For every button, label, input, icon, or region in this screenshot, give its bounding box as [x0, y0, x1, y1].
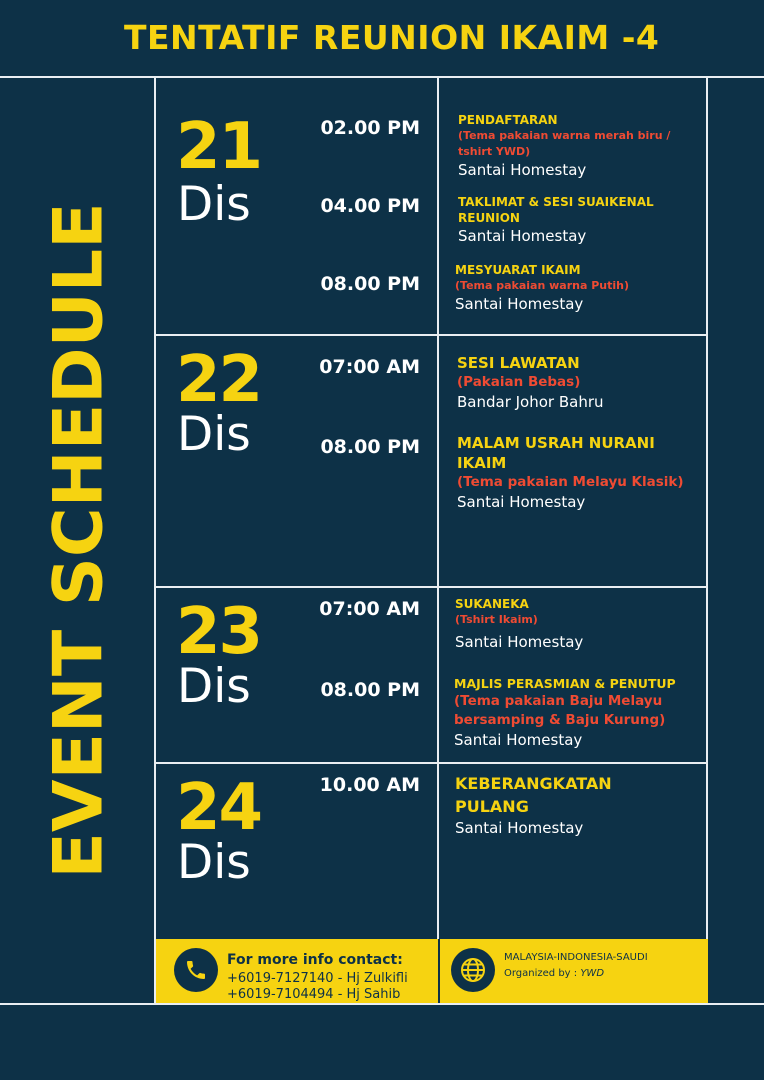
contact-title: For more info contact: [227, 952, 403, 968]
footer-bar [156, 939, 708, 1003]
day-month: Dis [177, 835, 251, 890]
organized-label: Organized by : [504, 968, 581, 979]
event-location: Santai Homestay [455, 633, 584, 651]
event-name: SESI LAWATAN [457, 354, 580, 372]
day-number: 23 [176, 595, 262, 669]
time-slot: 08.00 PM [320, 679, 420, 701]
organizer-name: YWD [580, 968, 605, 979]
countries-text: MALAYSIA-INDONESIA-SAUDI [504, 952, 648, 963]
day-month: Dis [177, 407, 251, 462]
event-name: MAJLIS PERASMIAN & PENUTUP [454, 676, 676, 691]
event-item [458, 112, 688, 180]
grid-line-right [706, 78, 708, 1004]
event-item [454, 676, 686, 750]
time-slot: 08.00 PM [320, 273, 420, 295]
globe-icon [451, 948, 495, 992]
time-slot: 02.00 PM [320, 117, 420, 139]
organized-by [504, 968, 604, 979]
event-location: Santai Homestay [457, 493, 586, 511]
day-month: Dis [177, 659, 251, 714]
event-note: (Tema pakaian warna Putih) [455, 279, 630, 292]
event-name: MESYUARAT IKAIM [455, 263, 581, 277]
event-note: (Tshirt Ikaim) [455, 613, 538, 626]
page-title: TENTATIF REUNION IKAIM -4 [124, 18, 660, 57]
day-number: 24 [176, 771, 262, 845]
event-name: SUKANEKA [455, 597, 529, 611]
footer-divider [438, 939, 440, 1003]
event-location: Santai Homestay [455, 295, 584, 313]
time-slot: 07:00 AM [319, 356, 420, 378]
time-slot: 07:00 AM [319, 598, 420, 620]
event-location: Bandar Johor Bahru [457, 393, 604, 411]
top-divider [0, 76, 764, 78]
event-location: Santai Homestay [458, 227, 587, 245]
event-schedule-label-wrap [39, 90, 119, 990]
event-name: TAKLIMAT & SESI SUAIKENAL REUNION [458, 195, 654, 225]
event-name: PENDAFTARAN [458, 113, 558, 127]
row-divider-1 [156, 334, 708, 336]
time-slot: 10.00 AM [319, 774, 420, 796]
grid-line-left [154, 78, 156, 1004]
day-month: Dis [177, 177, 251, 232]
bottom-divider [0, 1003, 764, 1005]
event-name: KEBERANGKATAN PULANG [455, 774, 612, 816]
time-slot: 08.00 PM [320, 436, 420, 458]
event-location: Santai Homestay [458, 161, 587, 179]
event-location: Santai Homestay [455, 819, 584, 837]
event-item [455, 262, 695, 314]
event-item [457, 353, 697, 412]
event-note: (Pakaian Bebas) [457, 374, 581, 390]
event-location: Santai Homestay [454, 731, 583, 749]
event-item [455, 772, 645, 838]
event-item [457, 433, 682, 512]
event-item [455, 596, 695, 652]
phone-icon [174, 948, 218, 992]
grid-line-middle [437, 78, 439, 1004]
contact-phone: +6019-7104494 - Hj Sahib [227, 987, 401, 1002]
time-slot: 04.00 PM [320, 195, 420, 217]
event-item [458, 194, 673, 246]
day-number: 21 [176, 110, 262, 184]
contact-phone: +6019-7127140 - Hj Zulkifli [227, 971, 408, 986]
event-note: (Tema pakaian Melayu Klasik) [457, 474, 684, 490]
event-name: MALAM USRAH NURANI IKAIM [457, 434, 655, 472]
event-note: (Tema pakaian warna merah biru / tshirt YWD) [458, 129, 671, 158]
row-divider-2 [156, 586, 708, 588]
event-note: (Tema pakaian Baju Melayu bersamping & Baju Kurung) [454, 693, 666, 728]
day-number: 22 [176, 343, 262, 417]
row-divider-3 [156, 762, 708, 764]
event-schedule-label: EVENT SCHEDULE [39, 201, 119, 879]
